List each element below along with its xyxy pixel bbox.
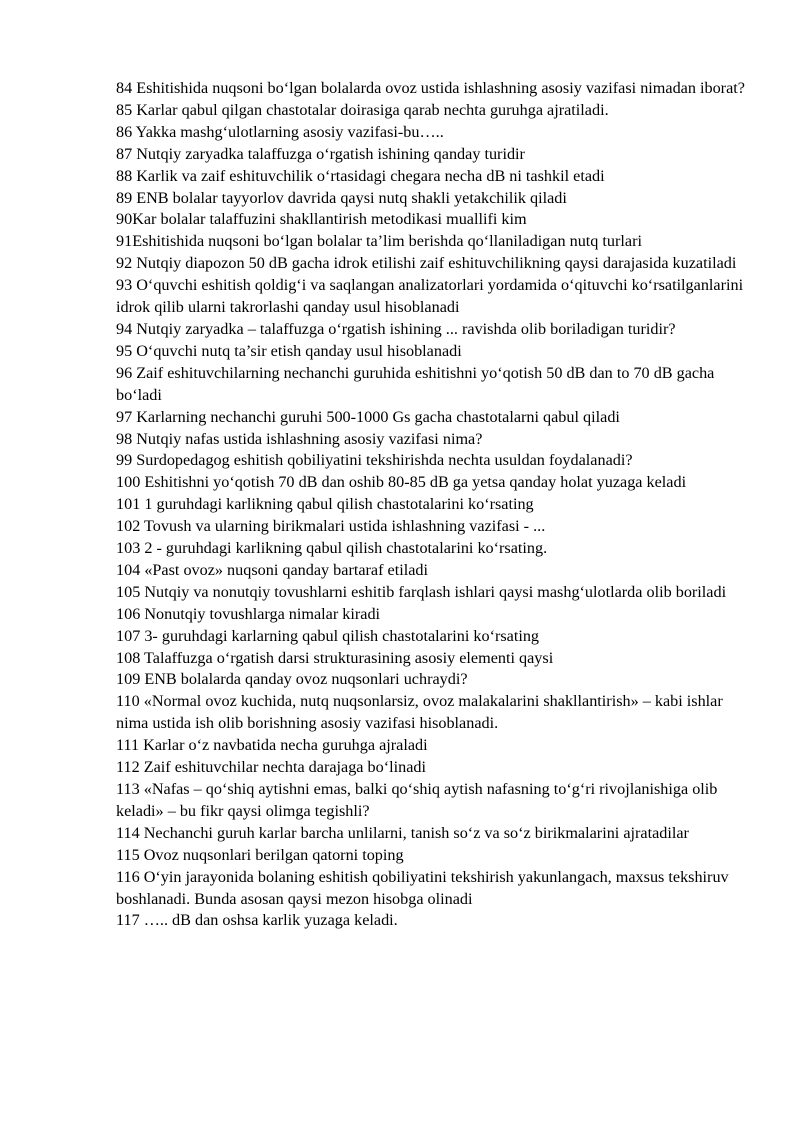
- question-105: 105 Nutqiy va nonutqiy tovushlarni eshitib farqlash ishlari qaysi mashg‘ulotlarda olib boriladi: [116, 582, 727, 601]
- question-96: 96 Zaif eshituvchilarning nechanchi guruhida eshitishni yo‘qotish 50 dB dan to 70 dB gacha bo‘ladi: [116, 363, 715, 404]
- question-102: 102 Tovush va ularning birikmalari ustida ishlashning vazifasi - ...: [116, 517, 546, 536]
- question-98: 98 Nutqiy nafas ustida ishlashning asosiy vazifasi nima?: [116, 429, 483, 448]
- question-104: 104 «Past ovoz» nuqsoni qanday bartaraf etiladi: [116, 560, 428, 579]
- question-113: 113 «Nafas – qo‘shiq aytishni emas, balki qo‘shiq aytish nafasning to‘g‘ri rivojlanishiga olib keladi» – bu fikr qaysi olimga tegishli?: [116, 780, 718, 820]
- question-86: 86 Yakka mashg‘ulotlarning asosiy vazifasi-bu…..: [116, 122, 444, 141]
- question-111: 111 Karlar o‘z navbatida necha guruhga ajraladi: [116, 736, 428, 755]
- question-95: 95 O‘quvchi nutq ta’sir etish qanday usul hisoblanadi: [116, 341, 462, 360]
- question-85: 85 Karlar qabul qilgan chastotalar doirasiga qarab nechta guruhga ajratiladi.: [116, 100, 609, 119]
- question-94: 94 Nutqiy zaryadka – talaffuzga o‘rgatish ishining ... ravishda olib boriladigan turidir?: [116, 319, 676, 338]
- question-108: 108 Talaffuzga o‘rgatish darsi strukturasining asosiy elementi qaysi: [116, 648, 554, 667]
- question-89: 89 ENB bolalar tayyorlov davrida qaysi nutq shakli yetakchilik qiladi: [116, 188, 567, 207]
- question-109: 109 ENB bolalarda qanday ovoz nuqsonlari uchraydi?: [116, 670, 468, 689]
- question-97: 97 Karlarning nechanchi guruhi 500-1000 Gs gacha chastotalarni qabul qiladi: [116, 407, 620, 426]
- question-103: 103 2 - guruhdagi karlikning qabul qilish chastotalarini ko‘rsating.: [116, 539, 548, 558]
- question-117: 117 ….. dB dan oshsa karlik yuzaga keladi.: [116, 911, 398, 930]
- question-112: 112 Zaif eshituvchilar nechta darajaga bo‘linadi: [116, 758, 426, 777]
- question-107: 107 3- guruhdagi karlarning qabul qilish chastotalarini ko‘rsating: [116, 626, 540, 645]
- question-90: 90Kar bolalar talaffuzini shakllantirish metodikasi muallifi kim: [116, 210, 527, 229]
- question-93: 93 O‘quvchi eshitish qoldig‘i va saqlangan analizatorlari yordamida o‘qituvchi ko‘rsatilganlarini idrok qilib ularni takrorlashi qanday usul hisoblanadi: [116, 276, 744, 317]
- question-92: 92 Nutqiy diapozon 50 dB gacha idrok etilishi zaif eshituvchilikning qaysi darajasida kuzatiladi: [116, 254, 737, 273]
- question-100: 100 Eshitishni yo‘qotish 70 dB dan oshib 80-85 dB ga yetsa qanday holat yuzaga keladi: [116, 473, 687, 492]
- question-88: 88 Karlik va zaif eshituvchilik o‘rtasidagi chegara necha dB ni tashkil etadi: [116, 166, 605, 185]
- question-110: 110 «Normal ovoz kuchida, nutq nuqsonlarsiz, ovoz malakalarini shakllantirish» – kabi ishlar nima ustida ish olib borishning asosiy vazifasi hisoblanadi.: [116, 692, 723, 733]
- question-106: 106 Nonutqiy tovushlarga nimalar kiradi: [116, 604, 381, 623]
- question-91: 91Eshitishida nuqsoni bo‘lgan bolalar ta’lim berishda qo‘llaniladigan nutq turlari: [116, 232, 642, 251]
- question-84: 84 Eshitishida nuqsoni bo‘lgan bolalarda ovoz ustida ishlashning asosiy vazifasi nimadan iborat?: [116, 79, 745, 97]
- question-87: 87 Nutqiy zaryadka talaffuzga o‘rgatish ishining qanday turidir: [116, 144, 525, 163]
- question-115: 115 Ovoz nuqsonlari berilgan qatorni toping: [116, 845, 404, 864]
- question-116: 116 O‘yin jarayonida bolaning eshitish qobiliyatini tekshirish yakunlangach, maxsus tekshiruv boshlanadi. Bunda asosan qaysi mezon hisobga olinadi: [116, 867, 729, 908]
- question-114: 114 Nechanchi guruh karlar barcha unlilarni, tanish so‘z va so‘z birikmalarini ajratadilar: [116, 823, 689, 842]
- question-99: 99 Surdopedagog eshitish qobiliyatini tekshirishda nechta usuldan foydalanadi?: [116, 451, 633, 470]
- question-101: 101 1 guruhdagi karlikning qabul qilish chastotalarini ko‘rsating: [116, 495, 534, 514]
- document-page: [116, 78, 748, 932]
